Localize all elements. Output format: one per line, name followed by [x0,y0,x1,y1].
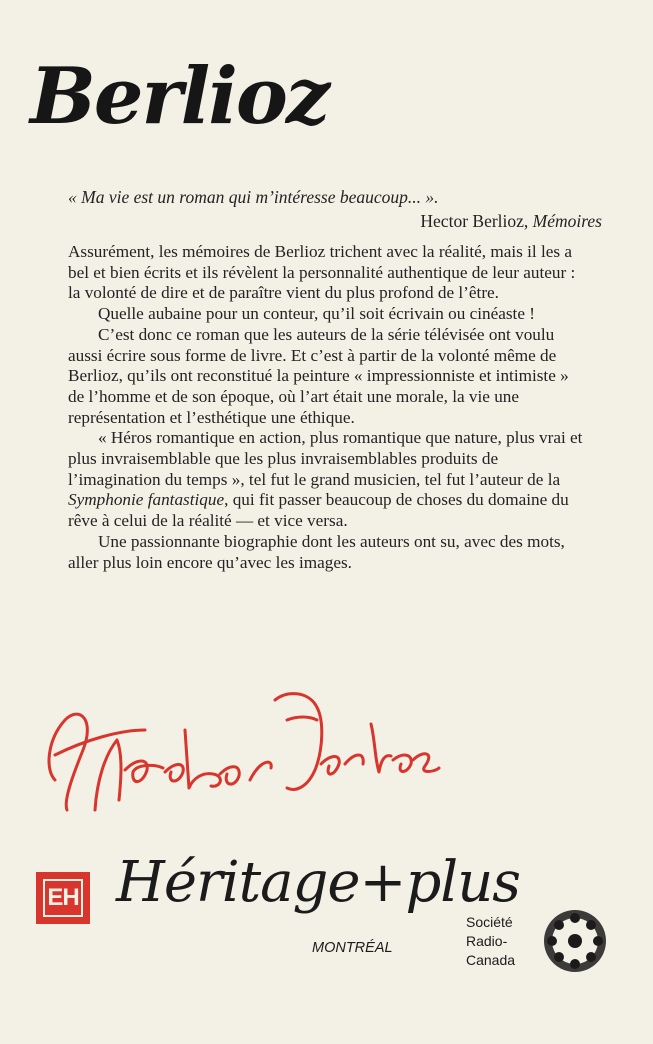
epigraph-author: Hector Berlioz, [420,210,533,231]
broadcaster-line: Canada [466,952,516,968]
cbc-gem-logo-icon [540,906,610,976]
blurb-text [68,242,588,573]
blurb-paragraph [68,325,588,429]
blurb-paragraph [68,242,588,304]
epigraph-quote: « Ma vie est un roman qui m’intéresse beaucoup... ». [68,187,439,207]
hector-berlioz-signature [25,660,445,820]
blurb-text-run: Assurément, les mémoires de Berlioz trichent avec la réalité, mais il les a bel et bien écrits et ils révèlent la personnalité authentique de leur auteur : la volonté de dire et de paraître vient du plus profond de l’être. [68,242,576,303]
epigraph [68,186,608,233]
broadcaster-line: Société [466,914,513,930]
blurb-paragraph [68,428,588,532]
publisher-city: MONTRÉAL [312,940,393,956]
epigraph-attribution [68,210,608,234]
broadcaster-name [466,913,546,970]
blurb-text-run: « Héros romantique en action, plus romantique que nature, plus vrai et plus invraisemblable que les plus invraisemblables produits de l’imagination du temps », tel fut le grand musicien, tel fut l’auteur de la [68,428,583,489]
publisher-name: Héritage+plus [116,850,521,915]
heritage-plus-logo-letters: EH [43,879,83,917]
epigraph-work: Mémoires [532,210,602,231]
broadcaster-line: Radio- [466,933,508,949]
blurb-text-run: Quelle aubaine pour un conteur, qu’il soit écrivain ou cinéaste ! [98,304,535,324]
blurb-text-run: C’est donc ce roman que les auteurs de la série télévisée ont voulu aussi écrire sous forme de livre. Et c’est à partir de la volonté même de Berlioz, qu’ils ont reconstitué la peinture « impressionniste et intimiste » de l’homme et de son époque, où l’art était une morale, la vie une représentation et l’esthétique une éthique. [68,324,569,427]
blurb-text-run: Une passionnante biographie dont les auteurs ont su, avec des mots, aller plus loin encore qu’avec les images. [68,531,565,572]
blurb-paragraph [68,304,588,325]
blurb-text-run: , qui fit passer beaucoup de choses du domaine du rêve à celui de la réalité — et vice versa. [68,490,569,531]
heritage-plus-logo [36,872,90,924]
blurb-paragraph [68,532,588,573]
work-title: Symphonie fantastique [68,490,225,510]
book-title: Berlioz [30,51,329,142]
